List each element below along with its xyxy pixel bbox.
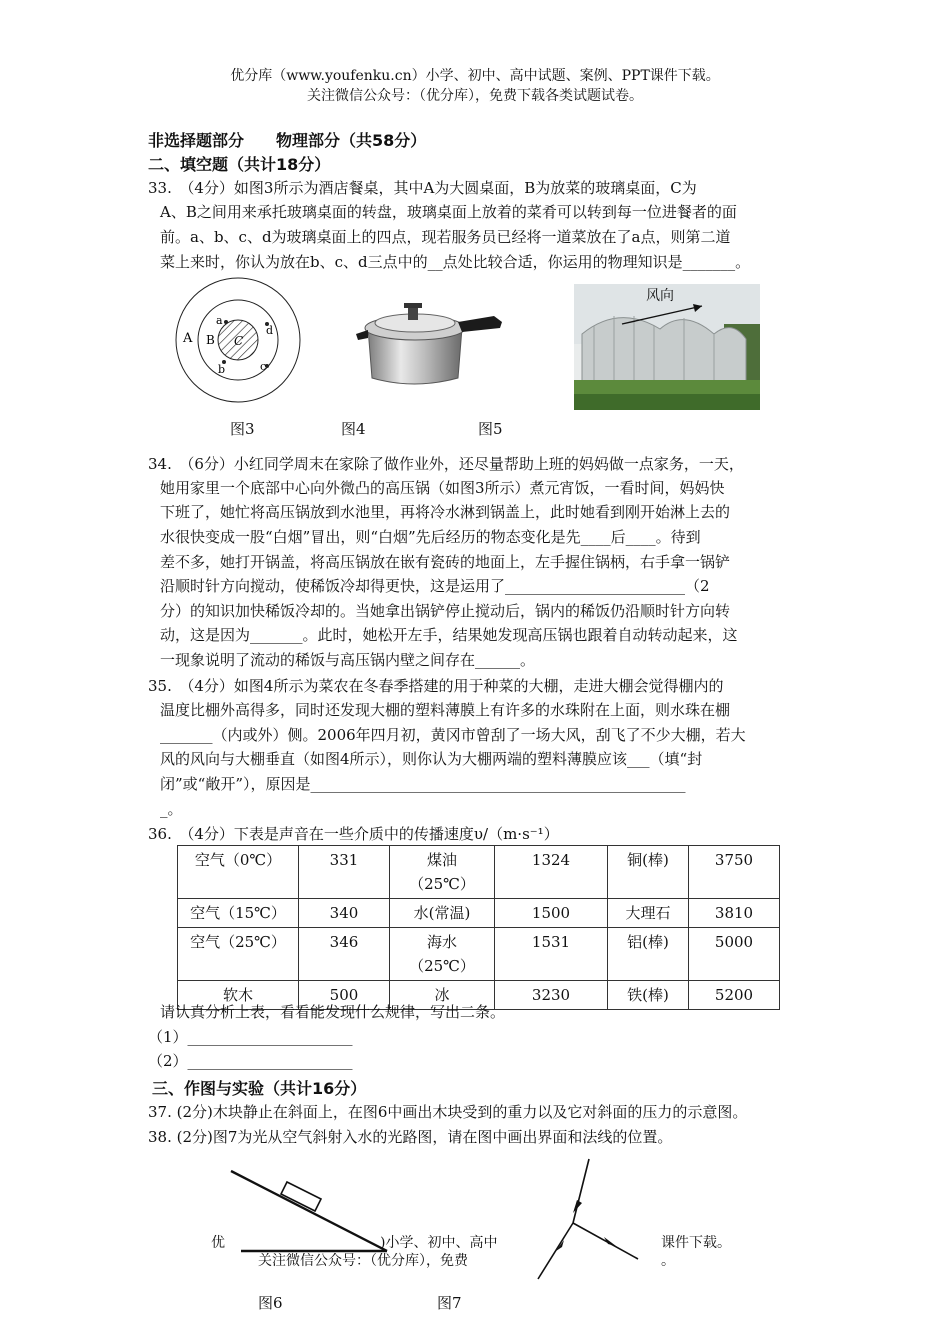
footer-watermark-part-3: 课件下载。 — [661, 1235, 731, 1251]
header-line-1: 优分库（www.youfenku.cn）小学、初中、高中试题、案例、PPT课件下载。 — [230, 68, 720, 84]
table-cell: 1324 — [495, 846, 608, 899]
fig5-wind-direction-label: 风向 — [646, 288, 674, 304]
caption-fig4: 图4 — [341, 420, 366, 438]
q38-text: 38. (2分)图7为光从空气斜射入水的光路图，请在图中画出界面和法线的位置。 — [148, 1128, 673, 1146]
caption-fig6: 图6 — [258, 1294, 283, 1312]
fig3-label-C: C — [234, 334, 244, 348]
table-cell: 空气（0℃） — [178, 846, 299, 899]
q34-line-8: 动，这是因为_______。此时，她松开左手，结果她发现高压锅也跟着自动转动起来，这 — [160, 626, 738, 644]
fig3-label-B: B — [206, 333, 215, 347]
fig3-label-c: c — [260, 360, 267, 373]
q35-line-1: 35. （4分）如图4所示为菜农在冬春季搭建的用于种菜的大棚，走进大棚会觉得棚内的 — [148, 677, 724, 695]
table-row — [178, 899, 780, 928]
section-main-heading: 非选择题部分 物理部分（共58分） — [148, 131, 427, 150]
q33-line-2: A、B之间用来承托玻璃桌面的转盘，玻璃桌面上放着的菜肴可以转到每一位进餐者的面 — [160, 203, 737, 221]
table-cell: 软木 — [178, 981, 299, 1010]
q37-text: 37. (2分)木块静止在斜面上，在图6中画出木块受到的重力以及它对斜面的压力的示意图。 — [148, 1103, 748, 1121]
footer-watermark-part-4: 关注微信公众号：（优分库），免费 — [258, 1253, 468, 1269]
footer-watermark-part-2: )小学、初中、高中 — [380, 1235, 498, 1251]
table-cell: 铝(棒) — [608, 928, 689, 981]
table-cell: 1500 — [495, 899, 608, 928]
table-cell: 空气（25℃） — [178, 928, 299, 981]
table-cell: 5000 — [689, 928, 780, 981]
table-cell: 340 — [299, 899, 390, 928]
q36-answer-1: （1）______________________ — [148, 1028, 353, 1046]
footer-watermark-part-1: 优 — [211, 1235, 225, 1251]
table-cell: 铁(棒) — [608, 981, 689, 1010]
q36-answer-2: （2）______________________ — [148, 1052, 353, 1070]
q34-line-5: 差不多，她打开锅盖，将高压锅放在嵌有瓷砖的地面上，左手握住锅柄，右手拿一锅铲 — [160, 553, 731, 571]
footer-watermark-part-5: 。 — [661, 1253, 675, 1269]
q34-line-1: 34. （6分）小红同学周末在家除了做作业外，还尽量帮助上班的妈妈做一点家务，一天， — [148, 455, 744, 473]
table-cell: 海水 （25℃） — [390, 928, 495, 981]
q34-line-2: 她用家里一个底部中心向外微凸的高压锅（如图3所示）煮元宵饭，一看时间，妈妈快 — [160, 479, 725, 497]
table-row — [178, 928, 780, 981]
table-cell: 346 — [299, 928, 390, 981]
q34-line-6: 沿顺时针方向搅动，使稀饭冷却得更快，这是运用了________________________（2 — [160, 577, 710, 595]
q35-line-5: 闭”或“敞开”），原因是__________________________________________________ — [160, 775, 686, 793]
q33-line-1: 33. （4分）如图3所示为酒店餐桌，其中A为大圆桌面，B为放菜的玻璃桌面，C为 — [148, 179, 697, 197]
q35-line-3: _______（内或外）侧。2006年四月初，黄冈市曾刮了一场大风，刮飞了不少大棚，若大 — [160, 726, 746, 744]
table-cell: 冰 — [390, 981, 495, 1010]
figure-4-pressure-cooker — [354, 290, 506, 394]
header-line-2: 关注微信公众号：（优分库），免费下载各类试题试卷。 — [307, 88, 643, 104]
q36-instruction: 请认真分析上表，看看能发现什么规律，写出二条。 — [160, 1003, 506, 1021]
q33-line-4: 菜上来时，你认为放在b、c、d三点中的__点处比较合适，你运用的物理知识是_______。 — [160, 253, 751, 271]
q34-line-9: 一现象说明了流动的稀饭与高压锅内壁之间存在______。 — [160, 651, 536, 669]
table-cell: 500 — [299, 981, 390, 1010]
caption-fig5: 图5 — [478, 420, 503, 438]
table-cell: 331 — [299, 846, 390, 899]
q36-title: 36. （4分）下表是声音在一些介质中的传播速度υ/（m·s⁻¹） — [148, 825, 559, 843]
q34-line-3: 下班了，她忙将高压锅放到水池里，再将冷水淋到锅盖上，此时她看到刚开始淋上去的 — [160, 503, 731, 521]
fig3-label-a: a — [216, 314, 223, 327]
section-3-heading: 三、作图与实验（共计16分） — [152, 1079, 367, 1098]
figure-3-table-diagram — [172, 272, 302, 408]
table-row — [178, 846, 780, 899]
fig3-label-d: d — [266, 324, 274, 337]
section-2-heading: 二、填空题（共计18分） — [148, 155, 331, 174]
figure-7-light-path — [528, 1155, 660, 1287]
q35-line-4: 风的风向与大棚垂直（如图4所示），则你认为大棚两端的塑料薄膜应该___（填“封 — [160, 750, 703, 768]
table-cell: 3230 — [495, 981, 608, 1010]
caption-fig7: 图7 — [437, 1294, 462, 1312]
fig3-label-b: b — [218, 363, 226, 376]
table-cell: 煤油 （25℃） — [390, 846, 495, 899]
table-cell: 空气（15℃） — [178, 899, 299, 928]
table-cell: 铜(棒) — [608, 846, 689, 899]
q35-line-2: 温度比棚外高得多，同时还发现大棚的塑料薄膜上有许多的水珠附在上面，则水珠在棚 — [160, 701, 731, 719]
caption-fig3: 图3 — [230, 420, 255, 438]
table-cell: 大理石 — [608, 899, 689, 928]
q33-line-3: 前。a、b、c、d为玻璃桌面上的四点，现若服务员已经将一道菜放在了a点，则第二道 — [160, 228, 731, 246]
table-cell: 5200 — [689, 981, 780, 1010]
figure-5-greenhouse-photo — [574, 284, 760, 410]
fig3-label-A: A — [183, 331, 193, 346]
sound-speed-table — [177, 845, 780, 1010]
table-cell: 1531 — [495, 928, 608, 981]
table-cell: 3810 — [689, 899, 780, 928]
q34-line-4: 水很快变成一股“白烟”冒出，则“白烟”先后经历的物态变化是先____后____。待到 — [160, 528, 701, 546]
q34-line-7: 分）的知识加快稀饭冷却的。当她拿出锅铲停止搅动后，锅内的稀饭仍沿顺时针方向转 — [160, 602, 731, 620]
table-cell: 水(常温) — [390, 899, 495, 928]
q35-line-6: _。 — [160, 800, 183, 818]
table-cell: 3750 — [689, 846, 780, 899]
